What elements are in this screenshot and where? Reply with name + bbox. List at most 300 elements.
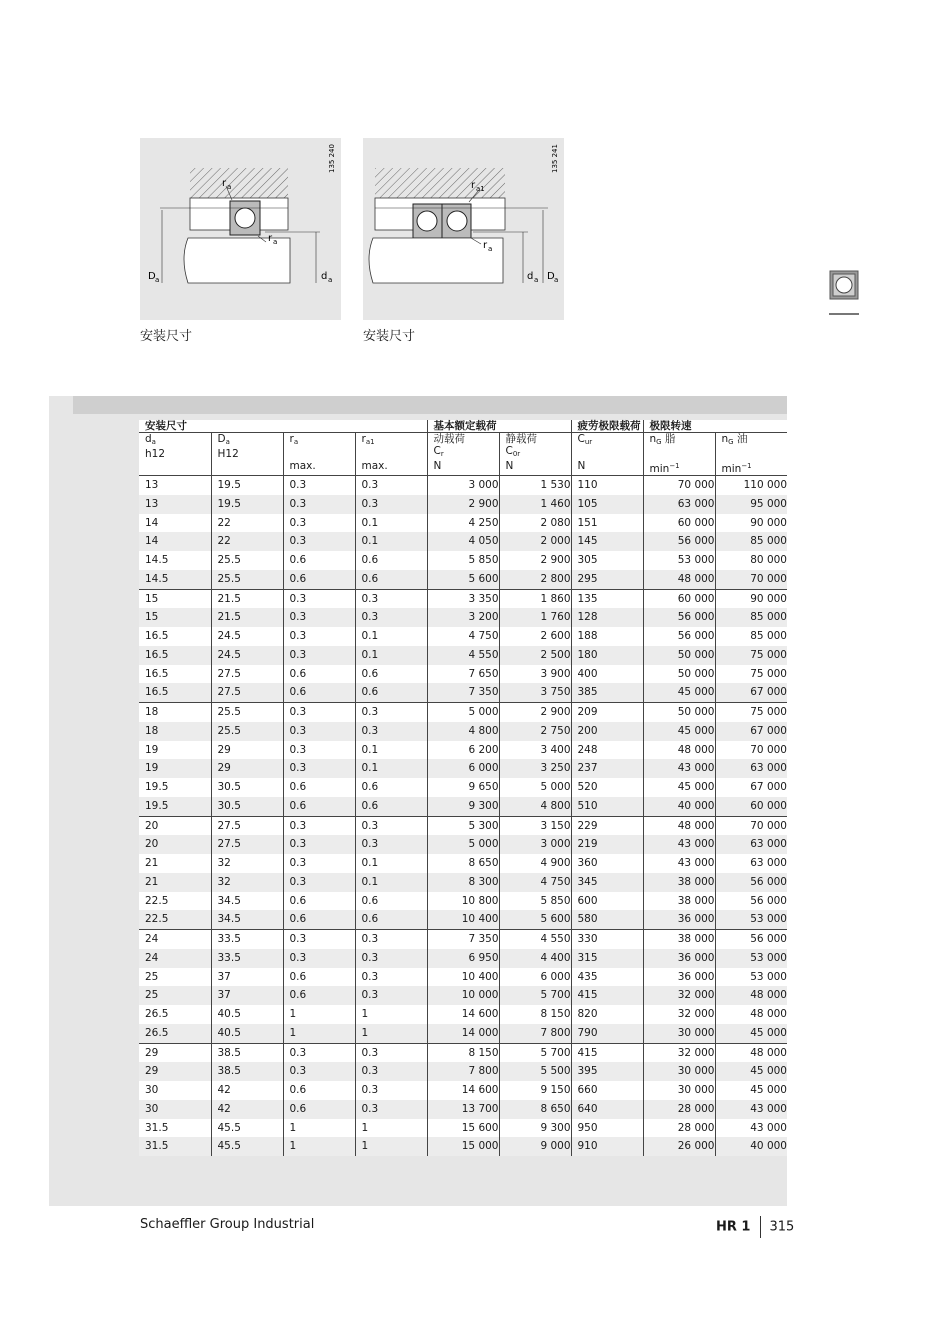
- cell-ra: 0.3: [283, 608, 355, 627]
- group-mounting: 安装尺寸: [139, 420, 427, 433]
- cell-Cr: 5 850: [427, 551, 499, 570]
- cell-da: 13: [139, 476, 211, 495]
- cell-da: 26.5: [139, 1024, 211, 1043]
- cell-Cur: 188: [571, 627, 643, 646]
- cell-ra: 0.3: [283, 949, 355, 968]
- table-row: [73, 910, 787, 929]
- cell-Cur: 580: [571, 910, 643, 929]
- cell-ra: 0.3: [283, 646, 355, 665]
- col-ra1: $r_{a1}$: [355, 433, 427, 461]
- cell-nG-oil: 90 000: [715, 514, 787, 533]
- cell-Da: 40.5: [211, 1005, 283, 1024]
- cell-Cr: 5 600: [427, 570, 499, 589]
- cell-ra1: 0.3: [355, 608, 427, 627]
- cell-nG-grease: 56 000: [643, 608, 715, 627]
- cell-nG-grease: 43 000: [643, 835, 715, 854]
- da-label: d: [527, 271, 534, 282]
- cell-nG-oil: 67 000: [715, 683, 787, 702]
- table-row: [73, 930, 787, 949]
- cell-ra1: 0.3: [355, 986, 427, 1005]
- cell-ra1: 0.1: [355, 532, 427, 551]
- cell-da: 14: [139, 532, 211, 551]
- table-row: [73, 892, 787, 911]
- cell-ra1: 1: [355, 1119, 427, 1138]
- cell-Cur: 910: [571, 1137, 643, 1156]
- cell-C0r: 5 700: [499, 986, 571, 1005]
- cell-C0r: 4 900: [499, 854, 571, 873]
- cell-nG-grease: 48 000: [643, 570, 715, 589]
- cell-ra1: 0.3: [355, 835, 427, 854]
- cell-nG-oil: 56 000: [715, 873, 787, 892]
- cell-nG-grease: 40 000: [643, 797, 715, 816]
- cell-nG-grease: 36 000: [643, 949, 715, 968]
- cell-da: 24: [139, 930, 211, 949]
- cell-da: 15: [139, 608, 211, 627]
- cell-ra1: 0.6: [355, 665, 427, 684]
- cell-Da: 29: [211, 741, 283, 760]
- cell-Cur: 151: [571, 514, 643, 533]
- cell-Cur: 315: [571, 949, 643, 968]
- table-row: [73, 646, 787, 665]
- cell-ra: 0.6: [283, 778, 355, 797]
- cell-Cr: 3 000: [427, 476, 499, 495]
- cell-Cur: 415: [571, 986, 643, 1005]
- cell-nG-grease: 38 000: [643, 930, 715, 949]
- cell-nG-oil: 70 000: [715, 741, 787, 760]
- figure-single-bearing: [140, 138, 341, 320]
- dimensions-table: [73, 420, 787, 1156]
- cell-Da: 42: [211, 1081, 283, 1100]
- cell-da: 26.5: [139, 1005, 211, 1024]
- cell-Cr: 8 650: [427, 854, 499, 873]
- cell-nG-grease: 38 000: [643, 873, 715, 892]
- cell-ra1: 0.3: [355, 722, 427, 741]
- cell-da: 14.5: [139, 570, 211, 589]
- cell-ra: 1: [283, 1137, 355, 1156]
- cell-nG-grease: 43 000: [643, 759, 715, 778]
- cell-ra1: 0.1: [355, 873, 427, 892]
- cell-Da: 24.5: [211, 646, 283, 665]
- cell-Da: 33.5: [211, 949, 283, 968]
- cell-nG-grease: 70 000: [643, 476, 715, 495]
- cell-C0r: 2 900: [499, 703, 571, 722]
- cell-Cr: 15 000: [427, 1137, 499, 1156]
- cell-ra: 0.6: [283, 986, 355, 1005]
- cell-Da: 24.5: [211, 627, 283, 646]
- cell-nG-oil: 48 000: [715, 1043, 787, 1062]
- cell-C0r: 9 150: [499, 1081, 571, 1100]
- cell-Cr: 4 250: [427, 514, 499, 533]
- ra-label-lower-sub: a: [273, 238, 278, 246]
- cell-ra1: 0.1: [355, 759, 427, 778]
- cell-da: 22.5: [139, 910, 211, 929]
- cell-Cur: 135: [571, 589, 643, 608]
- cell-C0r: 4 400: [499, 949, 571, 968]
- cell-nG-grease: 45 000: [643, 683, 715, 702]
- cell-nG-grease: 45 000: [643, 778, 715, 797]
- cell-nG-oil: 85 000: [715, 608, 787, 627]
- cell-da: 30: [139, 1081, 211, 1100]
- table-row: [73, 703, 787, 722]
- cell-Da: 38.5: [211, 1043, 283, 1062]
- cell-Cur: 295: [571, 570, 643, 589]
- cell-ra1: 0.6: [355, 551, 427, 570]
- cell-Cur: 237: [571, 759, 643, 778]
- table-row: [73, 1005, 787, 1024]
- cell-ra1: 0.6: [355, 570, 427, 589]
- cell-ra: 0.3: [283, 589, 355, 608]
- cell-Cr: 7 350: [427, 683, 499, 702]
- cell-Cur: 145: [571, 532, 643, 551]
- cell-C0r: 5 000: [499, 778, 571, 797]
- group-header-row: [73, 420, 787, 433]
- cell-ra: 0.6: [283, 892, 355, 911]
- col-da: $d_a$ h12: [139, 433, 211, 461]
- cell-ra1: 0.1: [355, 741, 427, 760]
- da-label-sub: a: [534, 276, 539, 284]
- ra-label: r: [483, 240, 488, 251]
- cell-da: 14: [139, 514, 211, 533]
- cell-ra: 0.6: [283, 1100, 355, 1119]
- cell-nG-oil: 56 000: [715, 892, 787, 911]
- cell-C0r: 1 760: [499, 608, 571, 627]
- cell-nG-oil: 40 000: [715, 1137, 787, 1156]
- cell-nG-oil: 48 000: [715, 1005, 787, 1024]
- cell-ra: 1: [283, 1119, 355, 1138]
- cell-ra1: 0.3: [355, 1100, 427, 1119]
- cell-Da: 21.5: [211, 608, 283, 627]
- cell-nG-oil: 45 000: [715, 1062, 787, 1081]
- cell-ra: 0.3: [283, 854, 355, 873]
- ra1-label: r: [471, 180, 476, 191]
- cell-nG-grease: 32 000: [643, 1043, 715, 1062]
- cell-nG-oil: 63 000: [715, 854, 787, 873]
- cell-ra: 0.3: [283, 532, 355, 551]
- cell-Cr: 9 650: [427, 778, 499, 797]
- cell-Cr: 5 000: [427, 835, 499, 854]
- cell-Da: 34.5: [211, 910, 283, 929]
- cell-nG-oil: 67 000: [715, 778, 787, 797]
- cell-nG-oil: 95 000: [715, 495, 787, 514]
- cell-Da: 29: [211, 759, 283, 778]
- unit-nG-grease: $\min^{-1}$: [643, 460, 715, 476]
- cell-ra1: 0.6: [355, 797, 427, 816]
- mounting-drawing-single: [140, 138, 341, 320]
- cell-Cr: 10 800: [427, 892, 499, 911]
- cell-nG-grease: 53 000: [643, 551, 715, 570]
- footer-doc-code: HR 1: [716, 1219, 751, 1235]
- col-Cr: 动载荷 $C_r$: [427, 433, 499, 461]
- cell-nG-oil: 45 000: [715, 1024, 787, 1043]
- cell-Cr: 13 700: [427, 1100, 499, 1119]
- cell-da: 25: [139, 968, 211, 987]
- table-row: [73, 968, 787, 987]
- cell-Cr: 15 600: [427, 1119, 499, 1138]
- cell-Cr: 7 800: [427, 1062, 499, 1081]
- col-nG-grease: $n_G$ 脂: [643, 433, 715, 461]
- table-row: [73, 495, 787, 514]
- cell-nG-oil: 43 000: [715, 1119, 787, 1138]
- cell-nG-grease: 36 000: [643, 968, 715, 987]
- cell-C0r: 2 800: [499, 570, 571, 589]
- cell-ra1: 0.3: [355, 495, 427, 514]
- table-row: [73, 1062, 787, 1081]
- cell-Cur: 950: [571, 1119, 643, 1138]
- cell-Cur: 219: [571, 835, 643, 854]
- col-nG-oil: $n_G$ 油: [715, 433, 787, 461]
- footer-divider: [760, 1216, 761, 1238]
- cell-ra1: 1: [355, 1005, 427, 1024]
- cell-nG-oil: 53 000: [715, 910, 787, 929]
- cell-Cur: 790: [571, 1024, 643, 1043]
- cell-Da: 25.5: [211, 722, 283, 741]
- table-row: [73, 1024, 787, 1043]
- cell-Cur: 520: [571, 778, 643, 797]
- cell-Cur: 248: [571, 741, 643, 760]
- cell-nG-grease: 50 000: [643, 646, 715, 665]
- cell-Cur: 400: [571, 665, 643, 684]
- table-row: [73, 1081, 787, 1100]
- cell-nG-oil: 63 000: [715, 835, 787, 854]
- cell-ra: 0.6: [283, 1081, 355, 1100]
- cell-Cur: 200: [571, 722, 643, 741]
- cell-nG-grease: 60 000: [643, 589, 715, 608]
- cell-C0r: 2 600: [499, 627, 571, 646]
- cell-Cur: 640: [571, 1100, 643, 1119]
- table-body: [73, 476, 787, 1157]
- cell-ra: 0.3: [283, 1062, 355, 1081]
- cell-ra: 0.6: [283, 665, 355, 684]
- cell-nG-oil: 53 000: [715, 949, 787, 968]
- cell-ra1: 0.3: [355, 949, 427, 968]
- cell-Da: 19.5: [211, 476, 283, 495]
- cell-nG-grease: 30 000: [643, 1081, 715, 1100]
- cell-nG-grease: 36 000: [643, 910, 715, 929]
- cell-nG-grease: 32 000: [643, 1005, 715, 1024]
- footer-company: Schaeffler Group Industrial: [140, 1217, 315, 1232]
- cell-Cr: 14 000: [427, 1024, 499, 1043]
- cell-ra: 0.6: [283, 570, 355, 589]
- cell-Da: 38.5: [211, 1062, 283, 1081]
- cell-nG-oil: 70 000: [715, 816, 787, 835]
- cell-Cr: 14 600: [427, 1081, 499, 1100]
- cell-da: 22.5: [139, 892, 211, 911]
- cell-nG-grease: 28 000: [643, 1119, 715, 1138]
- cell-da: 31.5: [139, 1137, 211, 1156]
- cell-da: 13: [139, 495, 211, 514]
- cell-Da: 19.5: [211, 495, 283, 514]
- cell-da: 20: [139, 816, 211, 835]
- cell-nG-grease: 38 000: [643, 892, 715, 911]
- cell-C0r: 3 900: [499, 665, 571, 684]
- table-row: [73, 1043, 787, 1062]
- cell-C0r: 3 400: [499, 741, 571, 760]
- table-row: [73, 683, 787, 702]
- cell-Cr: 3 200: [427, 608, 499, 627]
- Da-label-sub: a: [155, 276, 160, 284]
- cell-nG-grease: 45 000: [643, 722, 715, 741]
- table-row: [73, 722, 787, 741]
- cell-ra1: 0.3: [355, 930, 427, 949]
- cell-nG-oil: 60 000: [715, 797, 787, 816]
- cell-nG-oil: 67 000: [715, 722, 787, 741]
- cell-nG-grease: 26 000: [643, 1137, 715, 1156]
- unit-Cur: N: [571, 460, 643, 476]
- table-row: [73, 854, 787, 873]
- table-row: [73, 514, 787, 533]
- cell-da: 16.5: [139, 665, 211, 684]
- cell-nG-oil: 85 000: [715, 532, 787, 551]
- cell-ra1: 0.3: [355, 1081, 427, 1100]
- cell-C0r: 7 800: [499, 1024, 571, 1043]
- cell-ra: 0.6: [283, 910, 355, 929]
- cell-nG-grease: 48 000: [643, 741, 715, 760]
- cell-ra1: 0.3: [355, 476, 427, 495]
- cell-C0r: 8 150: [499, 1005, 571, 1024]
- table-row: [73, 759, 787, 778]
- cell-Cur: 395: [571, 1062, 643, 1081]
- cell-Da: 27.5: [211, 665, 283, 684]
- cell-C0r: 1 460: [499, 495, 571, 514]
- ra-label-sub: a: [488, 245, 493, 253]
- cell-da: 16.5: [139, 683, 211, 702]
- cell-nG-oil: 56 000: [715, 930, 787, 949]
- unit-nG-oil: $\min^{-1}$: [715, 460, 787, 476]
- table-row: [73, 816, 787, 835]
- cell-Da: 22: [211, 532, 283, 551]
- cell-C0r: 4 750: [499, 873, 571, 892]
- cell-ra: 0.3: [283, 476, 355, 495]
- table-row: [73, 551, 787, 570]
- cell-da: 18: [139, 722, 211, 741]
- cell-Cur: 660: [571, 1081, 643, 1100]
- table-row: [73, 627, 787, 646]
- ra1-label-sub: a1: [476, 185, 485, 193]
- cell-Cr: 4 050: [427, 532, 499, 551]
- cell-ra1: 0.1: [355, 854, 427, 873]
- cell-Cur: 820: [571, 1005, 643, 1024]
- cell-ra: 0.3: [283, 495, 355, 514]
- cell-da: 19.5: [139, 778, 211, 797]
- cell-ra: 0.3: [283, 741, 355, 760]
- cell-ra1: 0.3: [355, 816, 427, 835]
- cell-Da: 22: [211, 514, 283, 533]
- cell-Cr: 4 800: [427, 722, 499, 741]
- cell-Da: 27.5: [211, 683, 283, 702]
- cell-ra1: 0.6: [355, 892, 427, 911]
- cell-da: 19.5: [139, 797, 211, 816]
- cell-Da: 37: [211, 986, 283, 1005]
- cell-da: 29: [139, 1062, 211, 1081]
- table-row: [73, 532, 787, 551]
- cell-Da: 42: [211, 1100, 283, 1119]
- cell-ra: 1: [283, 1005, 355, 1024]
- cell-Cr: 9 300: [427, 797, 499, 816]
- cell-da: 15: [139, 589, 211, 608]
- cell-C0r: 3 750: [499, 683, 571, 702]
- table-row: [73, 608, 787, 627]
- cell-Da: 37: [211, 968, 283, 987]
- cell-nG-oil: 80 000: [715, 551, 787, 570]
- cell-Cur: 345: [571, 873, 643, 892]
- figure-paired-bearing: [363, 138, 564, 320]
- cell-Cur: 435: [571, 968, 643, 987]
- cell-ra: 0.3: [283, 514, 355, 533]
- table-row: [73, 665, 787, 684]
- table-row: [73, 589, 787, 608]
- cell-C0r: 5 850: [499, 892, 571, 911]
- group-fatigue-load: 疲劳极限载荷: [571, 420, 643, 433]
- table-row: [73, 1119, 787, 1138]
- cell-ra: 0.3: [283, 627, 355, 646]
- cell-C0r: 2 080: [499, 514, 571, 533]
- cell-Cur: 180: [571, 646, 643, 665]
- table-row: [73, 1100, 787, 1119]
- col-Da: $D_a$ H12: [211, 433, 283, 461]
- cell-da: 31.5: [139, 1119, 211, 1138]
- cell-C0r: 2 500: [499, 646, 571, 665]
- cell-C0r: 3 150: [499, 816, 571, 835]
- cell-da: 16.5: [139, 646, 211, 665]
- cell-nG-oil: 43 000: [715, 1100, 787, 1119]
- table-row: [73, 1137, 787, 1156]
- cell-Cur: 600: [571, 892, 643, 911]
- table-row: [73, 873, 787, 892]
- col-ra: $r_a$: [283, 433, 355, 461]
- cell-Da: 40.5: [211, 1024, 283, 1043]
- cell-nG-grease: 48 000: [643, 816, 715, 835]
- cell-ra1: 0.6: [355, 910, 427, 929]
- cell-nG-oil: 70 000: [715, 570, 787, 589]
- cell-Cur: 385: [571, 683, 643, 702]
- ra-label-sub: a: [227, 183, 232, 191]
- cell-Cr: 5 300: [427, 816, 499, 835]
- table-row: [73, 476, 787, 495]
- cell-C0r: 5 600: [499, 910, 571, 929]
- cell-C0r: 5 700: [499, 1043, 571, 1062]
- cell-nG-oil: 75 000: [715, 646, 787, 665]
- Da-label: D: [547, 271, 555, 282]
- drawing-code: 135 240: [328, 144, 336, 173]
- cell-Da: 32: [211, 873, 283, 892]
- cell-da: 25: [139, 986, 211, 1005]
- cell-Da: 25.5: [211, 551, 283, 570]
- cell-Da: 30.5: [211, 778, 283, 797]
- cell-ra1: 1: [355, 1024, 427, 1043]
- cell-nG-grease: 43 000: [643, 854, 715, 873]
- cell-ra: 0.3: [283, 816, 355, 835]
- cell-da: 14.5: [139, 551, 211, 570]
- table-row: [73, 570, 787, 589]
- cell-Da: 45.5: [211, 1119, 283, 1138]
- ra-label: r: [222, 178, 227, 189]
- cell-Da: 30.5: [211, 797, 283, 816]
- cell-da: 30: [139, 1100, 211, 1119]
- cell-C0r: 4 800: [499, 797, 571, 816]
- cell-nG-oil: 110 000: [715, 476, 787, 495]
- cell-da: 19: [139, 741, 211, 760]
- cell-ra1: 0.1: [355, 646, 427, 665]
- cell-da: 18: [139, 703, 211, 722]
- cell-nG-oil: 53 000: [715, 968, 787, 987]
- cell-da: 24: [139, 949, 211, 968]
- units-row: [73, 460, 787, 476]
- col-C0r: 静载荷 $C_{0r}$: [499, 433, 571, 461]
- cell-ra1: 0.3: [355, 1043, 427, 1062]
- cell-Cur: 330: [571, 930, 643, 949]
- cell-C0r: 1 860: [499, 589, 571, 608]
- cell-C0r: 3 000: [499, 835, 571, 854]
